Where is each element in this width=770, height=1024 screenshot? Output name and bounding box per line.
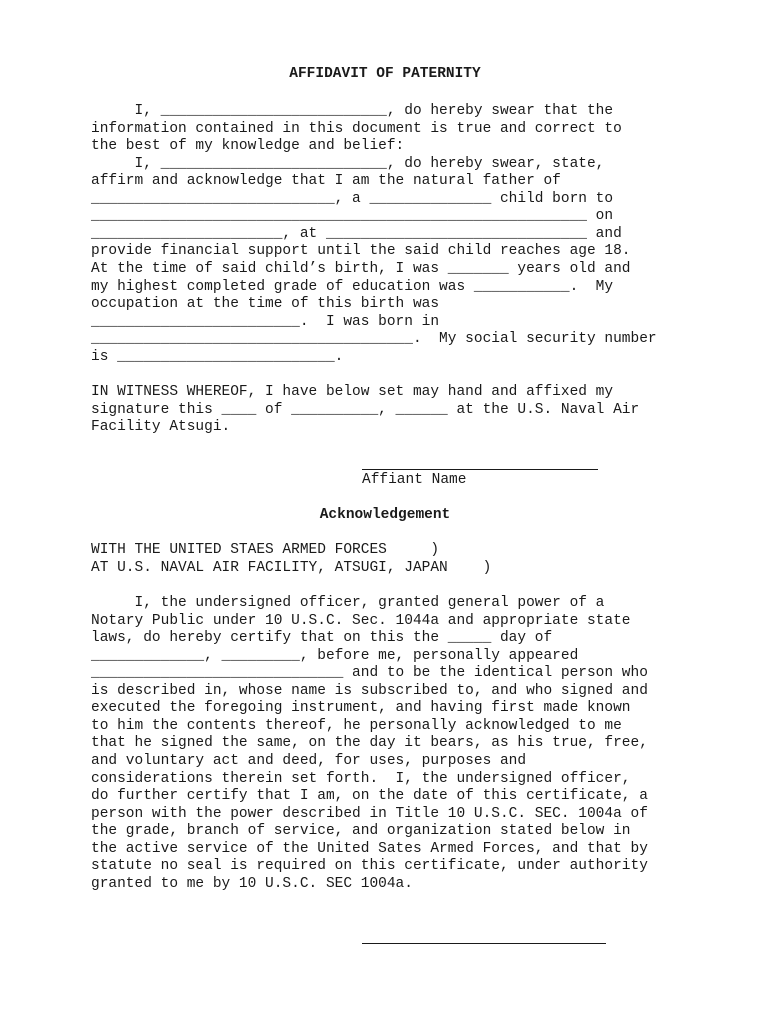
ack-line: laws, do hereby certify that on this the _____ day of xyxy=(91,630,553,646)
ack-line: to him the contents thereof, he personally acknowledged to me xyxy=(91,718,622,734)
ack-line: do further certify that I am, on the date of this certificate, a xyxy=(91,788,648,804)
body-line: _____________________________________. My social security number xyxy=(91,331,657,347)
body-line: ________________________. I was born in xyxy=(91,314,440,330)
body-line: my highest completed grade of education was ___________. My xyxy=(91,279,614,295)
body-line: At the time of said child’s birth, I was _______ years old and xyxy=(91,261,631,277)
ack-line: _____________, _________, before me, personally appeared xyxy=(91,648,579,664)
body-line: ____________________________, a ______________ child born to xyxy=(91,191,614,207)
witness-line: signature this ____ of __________, ______ at the U.S. Naval Air xyxy=(91,402,640,418)
body-line: affirm and acknowledge that I am the natural father of xyxy=(91,173,561,189)
body-line: occupation at the time of this birth was xyxy=(91,296,440,312)
ack-line: that he signed the same, on the day it bears, as his true, free, xyxy=(91,735,648,751)
body-line: provide financial support until the said child reaches age 18. xyxy=(91,243,631,259)
witness-line: IN WITNESS WHEREOF, I have below set may hand and affixed my xyxy=(91,384,614,400)
ack-line: the active service of the United Sates Armed Forces, and that by xyxy=(91,841,648,857)
affiant-name-label: Affiant Name xyxy=(362,472,467,488)
acknowledgement-heading: Acknowledgement xyxy=(319,507,451,523)
ack-line: statute no seal is required on this certificate, under authority xyxy=(91,858,648,874)
ack-line: _____________________________ and to be the identical person who xyxy=(91,665,648,681)
body-line: I, __________________________, do hereby swear, state, xyxy=(91,156,605,172)
venue-line: WITH THE UNITED STAES ARMED FORCES ) xyxy=(91,542,440,558)
body-line: ______________________, at ______________________________ and xyxy=(91,226,622,242)
witness-line: Facility Atsugi. xyxy=(91,419,231,435)
ack-line: considerations therein set forth. I, the undersigned officer, xyxy=(91,771,631,787)
ack-line: and voluntary act and deed, for uses, purposes and xyxy=(91,753,527,769)
officer-signature-line xyxy=(362,943,606,944)
body-line: information contained in this document is true and correct to xyxy=(91,121,622,137)
ack-line: Notary Public under 10 U.S.C. Sec. 1044a and appropriate state xyxy=(91,613,631,629)
venue-line: AT U.S. NAVAL AIR FACILITY, ATSUGI, JAPAN ) xyxy=(91,560,492,576)
body-line: _________________________________________________________ on xyxy=(91,208,614,224)
ack-line: I, the undersigned officer, granted general power of a xyxy=(91,595,605,611)
ack-line: person with the power described in Title 10 U.S.C. SEC. 1004a of xyxy=(91,806,648,822)
ack-line: executed the foregoing instrument, and having first made known xyxy=(91,700,631,716)
body-line: the best of my knowledge and belief: xyxy=(91,138,405,154)
ack-line: granted to me by 10 U.S.C. SEC 1004a. xyxy=(91,876,413,892)
body-line: is _________________________. xyxy=(91,349,344,365)
affiant-signature-line xyxy=(362,469,598,470)
body-line: I, __________________________, do hereby swear that the xyxy=(91,103,614,119)
document-title: AFFIDAVIT OF PATERNITY xyxy=(289,66,481,82)
ack-line: the grade, branch of service, and organization stated below in xyxy=(91,823,631,839)
ack-line: is described in, whose name is subscribed to, and who signed and xyxy=(91,683,648,699)
